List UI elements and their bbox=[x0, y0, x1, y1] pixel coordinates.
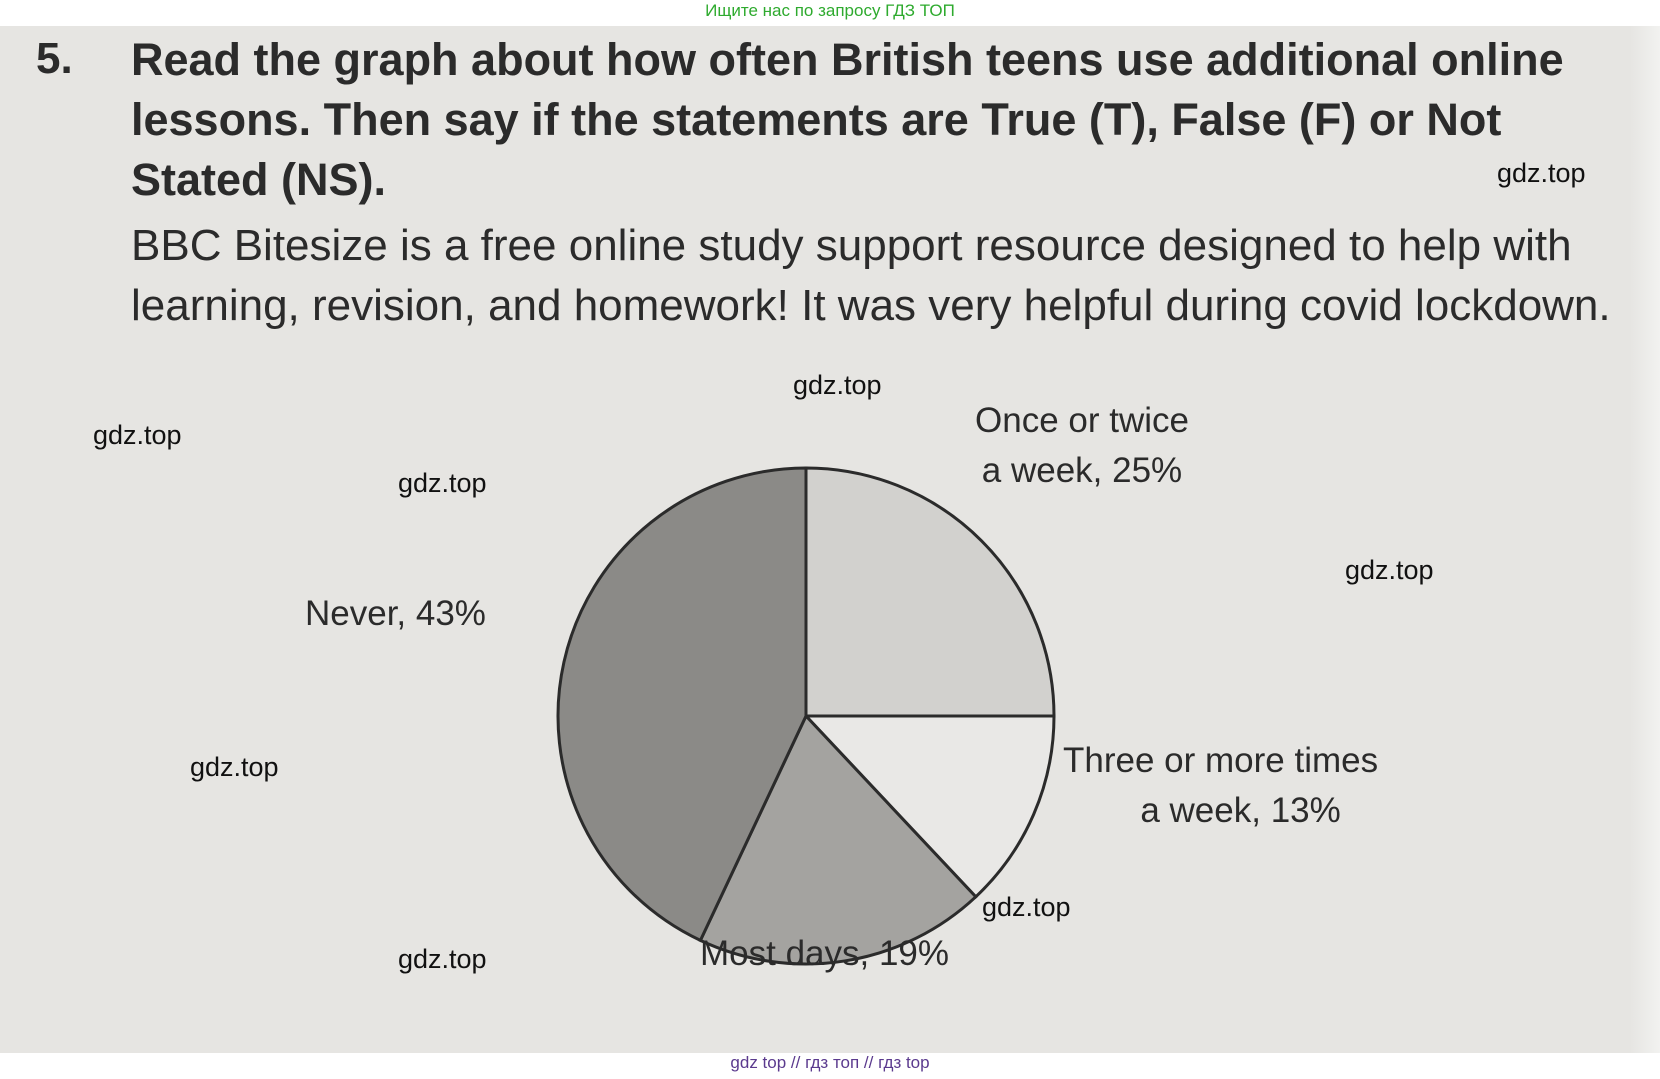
slice-label-most-days: Most days, 19% bbox=[700, 934, 949, 973]
exercise-number: 5. bbox=[36, 34, 73, 83]
slice-label-once-or-twice bbox=[975, 396, 1189, 496]
exercise-instruction: Read the graph about how often British teens use additional online lessons. Then say if the statements are True (T), False (F) or Not Stated (NS). bbox=[131, 34, 1564, 205]
textbook-page bbox=[0, 26, 1660, 1053]
watermark: gdz.top bbox=[793, 370, 882, 400]
exercise-intro: BBC Bitesize is a free online study support resource designed to help with learning, revision, and homework! It was very helpful during covid lockdown. bbox=[131, 221, 1611, 330]
watermark: gdz.top bbox=[93, 420, 182, 450]
slice-label-three-or-more-line2: a week, 13% bbox=[1140, 791, 1341, 830]
slice-label-once-or-twice-line2: a week, 25% bbox=[981, 451, 1183, 490]
pie-chart bbox=[0, 26, 1660, 1053]
slice-label-never: Never, 43% bbox=[305, 594, 486, 633]
bottom-banner[interactable]: gdz top // гдз топ // гдз top bbox=[730, 1053, 930, 1072]
slice-label-once-or-twice-line1: Once or twice bbox=[975, 401, 1189, 440]
watermark: gdz.top bbox=[982, 892, 1071, 922]
watermark: gdz.top bbox=[1345, 555, 1434, 585]
slice-label-three-or-more bbox=[1063, 736, 1378, 836]
slice-label-three-or-more-line1: Three or more times bbox=[1063, 741, 1379, 780]
pie-slice-0 bbox=[806, 468, 1054, 716]
top-banner[interactable]: Ищите нас по запросу ГДЗ ТОП bbox=[705, 1, 955, 20]
watermark: gdz.top bbox=[1497, 158, 1586, 188]
watermark: gdz.top bbox=[398, 468, 487, 498]
watermark: gdz.top bbox=[398, 944, 487, 974]
watermark: gdz.top bbox=[190, 752, 279, 782]
